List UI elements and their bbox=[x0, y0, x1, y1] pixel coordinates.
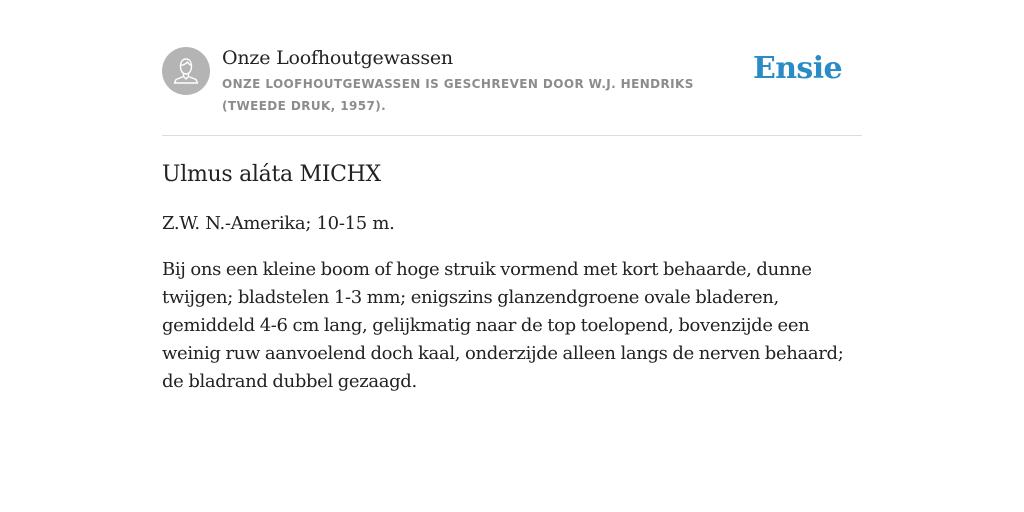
book-subtitle: ONZE LOOFHOUTGEWASSEN IS GESCHREVEN DOOR W.J. HENDRIKS (TWEEDE DRUK, 1957). bbox=[222, 77, 694, 113]
entry-title: Ulmus aláta MICHX bbox=[162, 162, 381, 187]
brand-logo[interactable]: Ensie bbox=[752, 51, 842, 86]
avatar[interactable] bbox=[162, 47, 210, 95]
book-title[interactable]: Onze Loofhoutgewassen bbox=[222, 47, 453, 69]
entry-origin: Z.W. N.-Amerika; 10-15 m. bbox=[162, 213, 395, 234]
user-icon bbox=[162, 47, 210, 95]
page bbox=[162, 0, 862, 396]
entry-content bbox=[162, 136, 862, 396]
header-text bbox=[222, 45, 762, 117]
header bbox=[162, 0, 862, 136]
entry-description: Bij ons een kleine boom of hoge struik vormend met kort behaarde, dunne twijgen; bladstelen 1-3 mm; enigszins glanzendgroene ovale bladeren, gemiddeld 4-6 cm lang, gelijkmatig naar de top toelopend, bovenzijde een weinig ruw aanvoelend doch kaal, onderzijde alleen langs de nerven behaard; de bladrand dubbel gezaagd. bbox=[162, 259, 844, 392]
